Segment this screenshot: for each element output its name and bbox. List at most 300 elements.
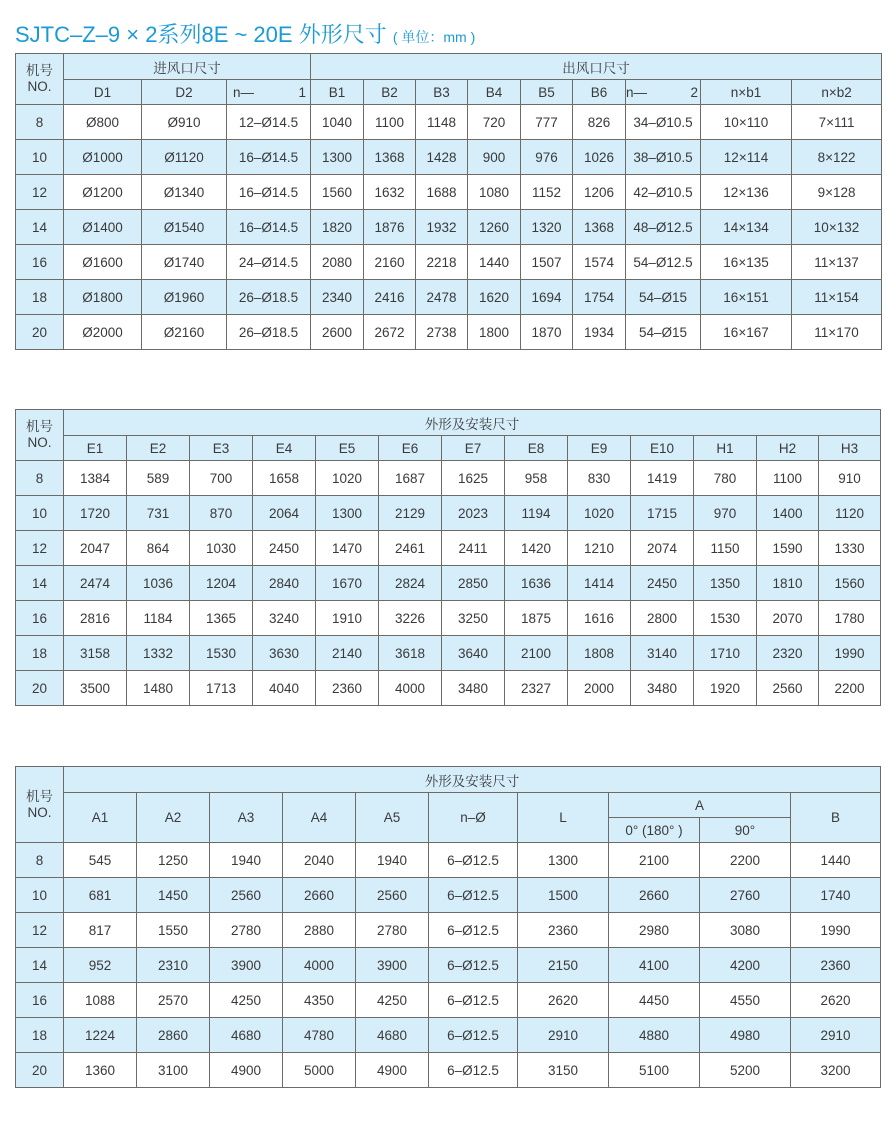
machine-no: 8 (16, 461, 64, 496)
cell-nxb2: 11×154 (792, 280, 882, 315)
cell-h1: 970 (694, 496, 757, 531)
machine-no-label-en: NO. (27, 804, 52, 820)
cell-b1: 1820 (311, 210, 364, 245)
machine-no-label-en: NO. (27, 435, 52, 450)
cell-b2: 1368 (364, 140, 416, 175)
cell-a-0deg: 4100 (609, 948, 700, 983)
cell-h1: 1530 (694, 601, 757, 636)
cell-n-phi: 6–Ø12.5 (429, 1018, 518, 1053)
cell-a4: 2880 (283, 913, 356, 948)
cell-b3: 1148 (416, 105, 468, 140)
cell-b5: 1694 (521, 280, 573, 315)
cell-e1: 3500 (64, 671, 127, 706)
col-e3: E3 (190, 436, 253, 461)
cell-e9: 1020 (568, 496, 631, 531)
machine-no: 12 (16, 531, 64, 566)
col-a3: A3 (210, 793, 283, 843)
cell-a-0deg: 4880 (609, 1018, 700, 1053)
cell-n-phi: 6–Ø12.5 (429, 913, 518, 948)
col-a1: A1 (64, 793, 137, 843)
cell-a4: 4000 (283, 948, 356, 983)
machine-no-label-cn: 机号 (26, 419, 53, 434)
outline-group-header: 外形及安装尺寸 (64, 767, 881, 793)
outline-installation-e-h-table (15, 409, 881, 706)
cell-a3: 4900 (210, 1053, 283, 1088)
cell-b5: 1870 (521, 315, 573, 350)
cell-l: 1500 (518, 878, 609, 913)
cell-e2: 1480 (127, 671, 190, 706)
cell-n2: 38–Ø10.5 (626, 140, 701, 175)
cell-b5: 976 (521, 140, 573, 175)
cell-a3: 3900 (210, 948, 283, 983)
cell-h3: 2200 (819, 671, 881, 706)
cell-d1: Ø800 (64, 105, 142, 140)
table-row (16, 280, 882, 315)
machine-no: 14 (16, 210, 64, 245)
cell-a2: 1250 (137, 843, 210, 878)
cell-nxb2: 8×122 (792, 140, 882, 175)
cell-e9: 1616 (568, 601, 631, 636)
table-row (16, 1053, 881, 1088)
cell-n2: 34–Ø10.5 (626, 105, 701, 140)
cell-e4: 3240 (253, 601, 316, 636)
cell-a5: 2780 (356, 913, 429, 948)
cell-e6: 2824 (379, 566, 442, 601)
cell-e7: 1625 (442, 461, 505, 496)
cell-h1: 1350 (694, 566, 757, 601)
cell-a5: 2560 (356, 878, 429, 913)
machine-no: 8 (16, 843, 64, 878)
cell-e4: 2064 (253, 496, 316, 531)
cell-d1: Ø2000 (64, 315, 142, 350)
table-row (16, 531, 881, 566)
cell-e10: 1419 (631, 461, 694, 496)
col-n2 (626, 80, 701, 105)
col-a-0deg: 0° (180° ) (609, 818, 700, 843)
cell-e6: 3226 (379, 601, 442, 636)
cell-e7: 3480 (442, 671, 505, 706)
cell-d2: Ø2160 (142, 315, 227, 350)
cell-e3: 1530 (190, 636, 253, 671)
cell-h2: 1100 (757, 461, 819, 496)
col-nxb2: n×b2 (792, 80, 882, 105)
cell-b: 2620 (791, 983, 881, 1018)
cell-e10: 2800 (631, 601, 694, 636)
table-row (16, 1018, 881, 1053)
cell-b2: 2416 (364, 280, 416, 315)
cell-b5: 777 (521, 105, 573, 140)
cell-b5: 1507 (521, 245, 573, 280)
cell-a1: 545 (64, 843, 137, 878)
cell-nxb1: 16×135 (701, 245, 792, 280)
cell-h3: 1990 (819, 636, 881, 671)
table-row (16, 671, 881, 706)
col-e6: E6 (379, 436, 442, 461)
col-h3: H3 (819, 436, 881, 461)
cell-e9: 830 (568, 461, 631, 496)
cell-b1: 1300 (311, 140, 364, 175)
cell-b4: 1260 (468, 210, 521, 245)
cell-l: 2910 (518, 1018, 609, 1053)
cell-a3: 2560 (210, 878, 283, 913)
cell-a2: 3100 (137, 1053, 210, 1088)
cell-nxb1: 16×151 (701, 280, 792, 315)
cell-b: 2910 (791, 1018, 881, 1053)
col-b6: B6 (573, 80, 626, 105)
cell-b1: 2600 (311, 315, 364, 350)
cell-n-phi: 6–Ø12.5 (429, 843, 518, 878)
cell-n-phi: 6–Ø12.5 (429, 878, 518, 913)
cell-b3: 1688 (416, 175, 468, 210)
inlet-group-header: 进风口尺寸 (64, 54, 311, 80)
col-e10: E10 (631, 436, 694, 461)
cell-e8: 1636 (505, 566, 568, 601)
cell-b6: 1934 (573, 315, 626, 350)
col-n2-prefix: n— (626, 84, 648, 100)
cell-e6: 1687 (379, 461, 442, 496)
col-e9: E9 (568, 436, 631, 461)
table-row (16, 140, 882, 175)
cell-e1: 3158 (64, 636, 127, 671)
table-row (16, 315, 882, 350)
table-row (16, 983, 881, 1018)
cell-d2: Ø1340 (142, 175, 227, 210)
table-row (16, 636, 881, 671)
cell-d2: Ø910 (142, 105, 227, 140)
cell-a5: 4900 (356, 1053, 429, 1088)
table-row (16, 566, 881, 601)
cell-e10: 2450 (631, 566, 694, 601)
cell-e5: 1300 (316, 496, 379, 531)
cell-n1: 16–Ø14.5 (227, 140, 311, 175)
machine-no: 18 (16, 280, 64, 315)
cell-a-0deg: 2980 (609, 913, 700, 948)
cell-h2: 1400 (757, 496, 819, 531)
cell-e2: 864 (127, 531, 190, 566)
machine-no-label-cn: 机号 (26, 63, 53, 78)
cell-e1: 2047 (64, 531, 127, 566)
cell-n1: 24–Ø14.5 (227, 245, 311, 280)
cell-e7: 2023 (442, 496, 505, 531)
cell-a-90deg: 2200 (700, 843, 791, 878)
cell-e4: 4040 (253, 671, 316, 706)
machine-no: 10 (16, 140, 64, 175)
cell-b3: 1932 (416, 210, 468, 245)
machine-no: 20 (16, 315, 64, 350)
cell-b4: 1440 (468, 245, 521, 280)
cell-b1: 1040 (311, 105, 364, 140)
col-a-90deg: 90° (700, 818, 791, 843)
cell-h1: 1150 (694, 531, 757, 566)
machine-no: 16 (16, 601, 64, 636)
cell-e3: 700 (190, 461, 253, 496)
cell-nxb1: 16×167 (701, 315, 792, 350)
cell-nxb1: 12×136 (701, 175, 792, 210)
col-n1-prefix: n— (233, 84, 255, 100)
cell-a3: 1940 (210, 843, 283, 878)
col-e1: E1 (64, 436, 127, 461)
cell-a2: 2310 (137, 948, 210, 983)
machine-no-header (16, 767, 64, 843)
cell-e7: 3250 (442, 601, 505, 636)
table-row (16, 210, 882, 245)
cell-n1: 12–Ø14.5 (227, 105, 311, 140)
cell-h3: 1330 (819, 531, 881, 566)
cell-e4: 2840 (253, 566, 316, 601)
cell-l: 2150 (518, 948, 609, 983)
machine-no: 10 (16, 878, 64, 913)
cell-h1: 780 (694, 461, 757, 496)
cell-e5: 1670 (316, 566, 379, 601)
cell-b2: 2160 (364, 245, 416, 280)
machine-no-header (16, 410, 64, 461)
cell-e8: 2327 (505, 671, 568, 706)
cell-d1: Ø1600 (64, 245, 142, 280)
col-d2: D2 (142, 80, 227, 105)
cell-a-90deg: 4200 (700, 948, 791, 983)
col-d1: D1 (64, 80, 142, 105)
cell-b1: 2080 (311, 245, 364, 280)
cell-a2: 1450 (137, 878, 210, 913)
cell-b: 2360 (791, 948, 881, 983)
cell-e10: 3480 (631, 671, 694, 706)
cell-a1: 1224 (64, 1018, 137, 1053)
cell-a5: 4680 (356, 1018, 429, 1053)
cell-h2: 1590 (757, 531, 819, 566)
title-unit: ( 单位：mm ) (392, 29, 476, 45)
cell-e5: 1470 (316, 531, 379, 566)
machine-no: 8 (16, 105, 64, 140)
cell-e1: 2816 (64, 601, 127, 636)
cell-nxb1: 10×110 (701, 105, 792, 140)
cell-n-phi: 6–Ø12.5 (429, 948, 518, 983)
cell-e1: 2474 (64, 566, 127, 601)
cell-d2: Ø1120 (142, 140, 227, 175)
cell-e8: 1875 (505, 601, 568, 636)
cell-h2: 2320 (757, 636, 819, 671)
machine-no: 20 (16, 671, 64, 706)
cell-h3: 1560 (819, 566, 881, 601)
cell-nxb2: 11×137 (792, 245, 882, 280)
table-row (16, 461, 881, 496)
col-b: B (791, 793, 881, 843)
table-row (16, 496, 881, 531)
cell-e8: 1194 (505, 496, 568, 531)
cell-a-90deg: 2760 (700, 878, 791, 913)
cell-a3: 4680 (210, 1018, 283, 1053)
cell-a5: 4250 (356, 983, 429, 1018)
cell-h2: 2560 (757, 671, 819, 706)
cell-l: 2360 (518, 913, 609, 948)
cell-d2: Ø1540 (142, 210, 227, 245)
cell-n-phi: 6–Ø12.5 (429, 983, 518, 1018)
cell-e9: 1808 (568, 636, 631, 671)
cell-e3: 870 (190, 496, 253, 531)
cell-d1: Ø1800 (64, 280, 142, 315)
cell-n2: 54–Ø15 (626, 315, 701, 350)
cell-e7: 2850 (442, 566, 505, 601)
cell-a-0deg: 2100 (609, 843, 700, 878)
col-n-phi: n–Ø (429, 793, 518, 843)
cell-e2: 1332 (127, 636, 190, 671)
cell-n2: 42–Ø10.5 (626, 175, 701, 210)
cell-h1: 1710 (694, 636, 757, 671)
cell-e2: 589 (127, 461, 190, 496)
page-title (15, 18, 475, 49)
cell-nxb2: 7×111 (792, 105, 882, 140)
cell-b: 1440 (791, 843, 881, 878)
cell-a1: 1360 (64, 1053, 137, 1088)
title-main: SJTC–Z–9 × 2系列8E ~ 20E 外形尺寸 (15, 22, 387, 47)
outlet-group-header: 出风口尺寸 (311, 54, 882, 80)
cell-n2: 48–Ø12.5 (626, 210, 701, 245)
col-b3: B3 (416, 80, 468, 105)
cell-b2: 1876 (364, 210, 416, 245)
cell-b6: 826 (573, 105, 626, 140)
cell-a3: 4250 (210, 983, 283, 1018)
cell-b3: 2218 (416, 245, 468, 280)
cell-n2: 54–Ø15 (626, 280, 701, 315)
col-n1 (227, 80, 311, 105)
cell-e5: 1020 (316, 461, 379, 496)
cell-a-0deg: 4450 (609, 983, 700, 1018)
table-row (16, 913, 881, 948)
cell-l: 1300 (518, 843, 609, 878)
cell-b5: 1152 (521, 175, 573, 210)
cell-n1: 26–Ø18.5 (227, 280, 311, 315)
cell-e7: 3640 (442, 636, 505, 671)
col-a2: A2 (137, 793, 210, 843)
table-row (16, 843, 881, 878)
cell-e7: 2411 (442, 531, 505, 566)
cell-h2: 2070 (757, 601, 819, 636)
machine-no-header (16, 54, 64, 105)
col-b1: B1 (311, 80, 364, 105)
col-b4: B4 (468, 80, 521, 105)
cell-a1: 681 (64, 878, 137, 913)
cell-e1: 1384 (64, 461, 127, 496)
col-e7: E7 (442, 436, 505, 461)
cell-nxb1: 14×134 (701, 210, 792, 245)
cell-e2: 731 (127, 496, 190, 531)
cell-e10: 2074 (631, 531, 694, 566)
col-e8: E8 (505, 436, 568, 461)
machine-no: 14 (16, 948, 64, 983)
col-h1: H1 (694, 436, 757, 461)
col-e5: E5 (316, 436, 379, 461)
cell-b: 1990 (791, 913, 881, 948)
cell-nxb2: 9×128 (792, 175, 882, 210)
cell-b: 1740 (791, 878, 881, 913)
cell-e3: 1713 (190, 671, 253, 706)
cell-e10: 3140 (631, 636, 694, 671)
cell-e4: 1658 (253, 461, 316, 496)
cell-b4: 900 (468, 140, 521, 175)
cell-e8: 2100 (505, 636, 568, 671)
cell-a2: 2860 (137, 1018, 210, 1053)
cell-b3: 2478 (416, 280, 468, 315)
cell-a2: 2570 (137, 983, 210, 1018)
cell-a1: 817 (64, 913, 137, 948)
cell-e6: 2129 (379, 496, 442, 531)
table-row (16, 245, 882, 280)
cell-b1: 2340 (311, 280, 364, 315)
cell-a-0deg: 5100 (609, 1053, 700, 1088)
cell-b: 3200 (791, 1053, 881, 1088)
col-b5: B5 (521, 80, 573, 105)
table-row (16, 948, 881, 983)
cell-d1: Ø1200 (64, 175, 142, 210)
cell-e5: 2360 (316, 671, 379, 706)
cell-a5: 3900 (356, 948, 429, 983)
col-e2: E2 (127, 436, 190, 461)
col-n1-suffix: 1 (298, 84, 307, 100)
cell-e8: 958 (505, 461, 568, 496)
cell-e4: 3630 (253, 636, 316, 671)
cell-d1: Ø1000 (64, 140, 142, 175)
cell-h3: 1780 (819, 601, 881, 636)
cell-a-90deg: 4550 (700, 983, 791, 1018)
machine-no: 16 (16, 983, 64, 1018)
cell-a-90deg: 4980 (700, 1018, 791, 1053)
outline-installation-a-l-b-table (15, 766, 881, 1088)
cell-a4: 4780 (283, 1018, 356, 1053)
cell-e6: 2461 (379, 531, 442, 566)
cell-b6: 1754 (573, 280, 626, 315)
cell-e4: 2450 (253, 531, 316, 566)
cell-e9: 2000 (568, 671, 631, 706)
cell-b4: 1800 (468, 315, 521, 350)
machine-no-label-en: NO. (27, 79, 52, 94)
cell-b2: 2672 (364, 315, 416, 350)
cell-b4: 1620 (468, 280, 521, 315)
cell-e9: 1210 (568, 531, 631, 566)
cell-a2: 1550 (137, 913, 210, 948)
cell-b4: 720 (468, 105, 521, 140)
machine-no: 20 (16, 1053, 64, 1088)
cell-d2: Ø1740 (142, 245, 227, 280)
cell-e1: 1720 (64, 496, 127, 531)
cell-b1: 1560 (311, 175, 364, 210)
cell-b6: 1368 (573, 210, 626, 245)
cell-a4: 2040 (283, 843, 356, 878)
machine-no: 12 (16, 175, 64, 210)
cell-h1: 1920 (694, 671, 757, 706)
cell-b4: 1080 (468, 175, 521, 210)
cell-nxb1: 12×114 (701, 140, 792, 175)
col-a5: A5 (356, 793, 429, 843)
cell-e6: 3618 (379, 636, 442, 671)
cell-h3: 910 (819, 461, 881, 496)
cell-e6: 4000 (379, 671, 442, 706)
machine-no: 18 (16, 636, 64, 671)
cell-a1: 1088 (64, 983, 137, 1018)
cell-a-0deg: 2660 (609, 878, 700, 913)
cell-b3: 2738 (416, 315, 468, 350)
cell-b3: 1428 (416, 140, 468, 175)
cell-e8: 1420 (505, 531, 568, 566)
cell-a5: 1940 (356, 843, 429, 878)
cell-l: 2620 (518, 983, 609, 1018)
cell-nxb2: 10×132 (792, 210, 882, 245)
col-a4: A4 (283, 793, 356, 843)
cell-a4: 5000 (283, 1053, 356, 1088)
table-row (16, 878, 881, 913)
cell-d2: Ø1960 (142, 280, 227, 315)
machine-no: 10 (16, 496, 64, 531)
cell-e5: 2140 (316, 636, 379, 671)
col-n2-suffix: 2 (690, 84, 699, 100)
